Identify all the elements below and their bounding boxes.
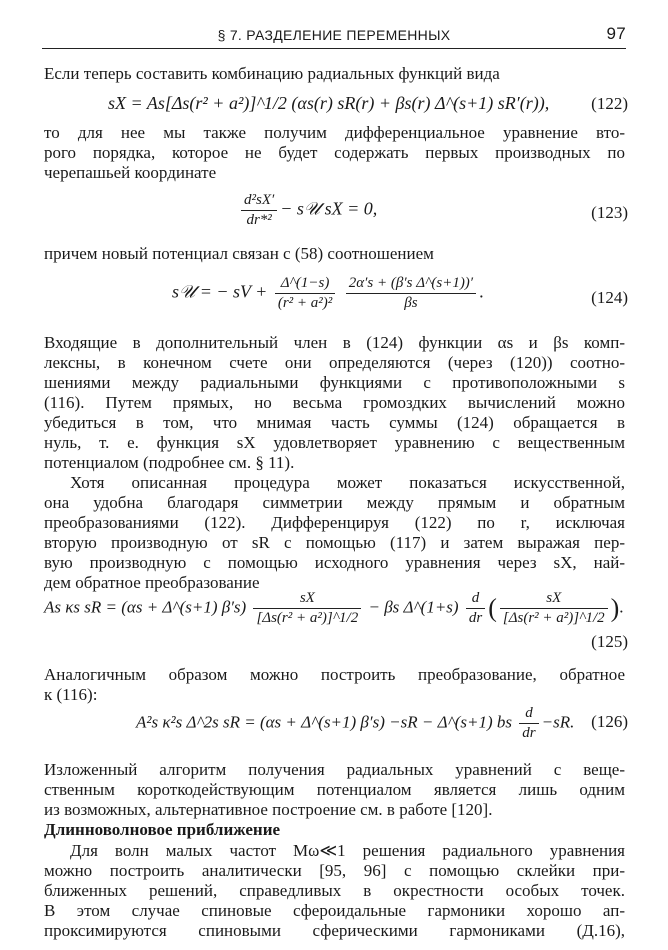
text-line: рого порядка, которое не будет содержать первых производных по — [44, 143, 625, 162]
equation-middle: − βs Δ^(1+s) — [368, 597, 459, 617]
text-line: шениями между радиальными функциями с противоположными s — [44, 373, 625, 392]
text-line: ственным короткодействующим потенциалом является лишь одним — [44, 780, 625, 799]
equation-125: As κs sR = (αs + Δ^(s+1) β′s) $\frac{sX}{\text{[Δs(r² + a²)]\textasciicircum{}1/2}}$ − βs Δ^(1+s) $\frac{d}{dr}$ ( $\frac{sX}{\text{[Δs(r² + a²)]\textasciicircum{}1/2}}$ ). — [44, 590, 624, 626]
fraction-numerator: d²sX′ — [241, 192, 277, 211]
text-line: (116). Путем прямых, но весьма громоздких вычислений можно — [44, 393, 625, 412]
running-header — [42, 24, 626, 49]
equation-number-124: (124) — [591, 288, 628, 307]
text-line: черепашьей координате — [44, 163, 217, 182]
fraction-denominator: (r² + a²)² — [277, 295, 333, 311]
text-line: Для волн малых частот Mω≪1 решения радиального уравнения — [70, 841, 625, 860]
text-line: дем обратное преобразование — [44, 573, 260, 592]
fraction-denominator: dr — [468, 610, 483, 626]
equation-number-123: (123) — [591, 203, 628, 222]
fraction-numerator: Δ^(1−s) — [275, 275, 335, 294]
text-line: Аналогичным образом можно построить преобразование, обратное — [44, 665, 625, 684]
equation-body: A²s κ²s Δ^2s sR = (αs + Δ^(s+1) β′s) −sR − Δ^(s+1) bs — [136, 712, 513, 732]
equation-number-125: (125) — [591, 632, 628, 651]
equation-123 — [238, 192, 377, 229]
fraction-numerator: d — [466, 590, 485, 609]
text-line: Изложенный алгоритм получения радиальных уравнений с веще- — [44, 760, 625, 779]
text-line: нуль, т. е. функция sX удовлетворяет уравнению с вещественным — [44, 433, 625, 452]
text-line: преобразованиями (122). Дифференцируя (122) по r, исключая — [44, 513, 625, 532]
equation-rest: − s𝒰 sX = 0, — [280, 198, 378, 219]
text-line: она удобна благодаря симметрии между прямым и обратным — [44, 493, 625, 512]
fraction-denominator: dr*² — [246, 212, 272, 228]
text-line: Хотя описанная процедура может показаться искусственной, — [70, 473, 625, 492]
fraction-numerator: 2α′s + (β′s Δ^(s+1))′ — [346, 275, 476, 294]
page-number: 97 — [606, 24, 626, 43]
text-line: можно построить аналитически [95, 96] с помощью склейки при- — [44, 861, 625, 880]
equation-lhs: As κs sR = (αs + Δ^(s+1) β′s) — [44, 597, 247, 617]
fraction — [346, 275, 476, 312]
text-line: вую производную с помощью исходного уравнения через sX, най- — [44, 553, 625, 572]
equation-126 — [136, 705, 574, 742]
derivative-fraction — [466, 590, 485, 627]
text-line: к (116): — [44, 685, 98, 704]
equation-number-126: (126) — [591, 712, 628, 731]
fraction — [241, 192, 277, 229]
equation-tail: −sR. — [541, 712, 575, 732]
fraction — [253, 590, 361, 627]
fraction-numerator: sX — [500, 590, 608, 609]
equation-124: s𝒰 = − sV + $\frac{\Delta\^{}(1-s)}{\text{(r² + a²)²}}$ $\frac{\text{2α′s + (β′s Δ\textasciicircum{}(s+1))′}}{\beta s}$ . — [172, 275, 484, 311]
fraction-denominator: [Δs(r² + a²)]^1/2 — [502, 610, 605, 626]
fraction-numerator: sX — [253, 590, 361, 609]
header-title: § 7. РАЗДЕЛЕНИЕ ПЕРЕМЕННЫХ — [217, 27, 451, 43]
fraction — [500, 590, 608, 627]
fraction-denominator: [Δs(r² + a²)]^1/2 — [256, 610, 359, 626]
equation-number-122: (122) — [591, 94, 628, 113]
text-line: убедиться в том, что мнимая часть суммы (124) обращается в — [44, 413, 625, 432]
section-heading: Длинноволновое приближение — [44, 820, 281, 839]
fraction-denominator: dr — [522, 725, 536, 741]
text-line: вторую производную от sR с помощью (117) и затем выражая пер- — [44, 533, 625, 552]
text-line: то для нее мы также получим дифференциальное уравнение вто- — [44, 123, 625, 142]
derivative-fraction — [519, 705, 538, 742]
fraction-numerator: d — [519, 705, 538, 724]
fraction — [275, 275, 335, 312]
equation-lhs: s𝒰 = − sV + — [172, 281, 268, 302]
text-line: Если теперь составить комбинацию радиальных функций вида — [44, 64, 500, 83]
text-line: причем новый потенциал связан с (58) соотношением — [44, 244, 434, 263]
text-line: проксимируются спиновыми сферическими гармониками (Д.16), — [44, 921, 625, 940]
text-line: В этом случае спиновые сфероидальные гармоники хорошо ап- — [44, 901, 625, 920]
text-line: ближенных решений, справедливых в окрестности особых точек. — [44, 881, 625, 900]
fraction-denominator: βs — [404, 295, 418, 311]
text-line: потенциалом (подробнее см. § 11). — [44, 453, 295, 472]
text-line: из возможных, альтернативное построение см. в работе [120]. — [44, 800, 493, 819]
text-line: лексны, в конечном счете они определяются (через (120)) соотно- — [44, 353, 625, 372]
text-line: Входящие в дополнительный член в (124) функции αs и βs комп- — [44, 333, 625, 352]
equation-122: sX = As[Δs(r² + a²)]^1/2 (αs(r) sR(r) + βs(r) Δ^(s+1) sR′(r)), — [108, 93, 550, 113]
